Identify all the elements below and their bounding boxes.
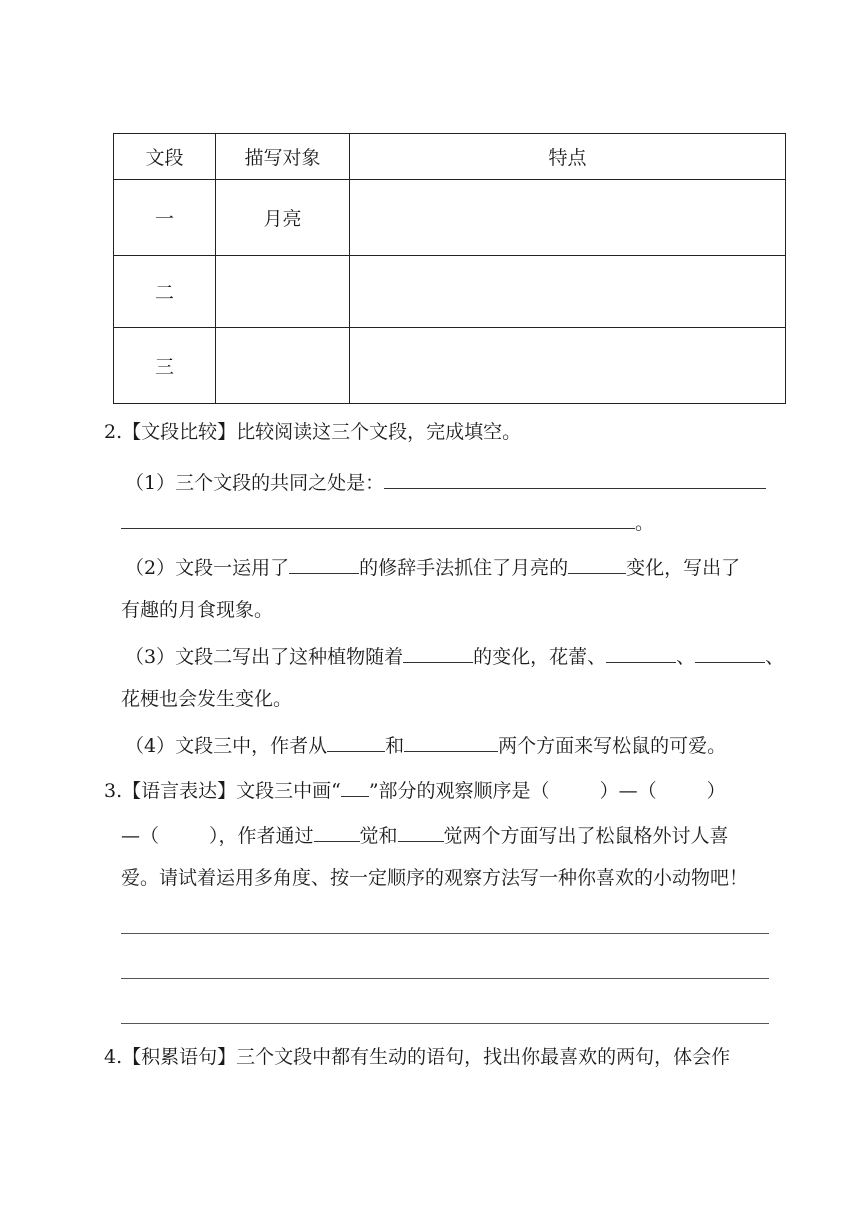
q2-sub4-blank-1[interactable] [327, 731, 385, 752]
q2-sub4-blank-2[interactable] [404, 731, 498, 752]
q3-text-b: ”部分的观察顺序是（ [368, 780, 550, 802]
header-feature: 特点 [350, 134, 786, 180]
q2-sub1-blank[interactable] [384, 468, 766, 489]
q2-sub3 [125, 642, 784, 669]
q3-text-d: ） [706, 780, 726, 802]
q3-l2-text-b: ），作者通过 [209, 825, 314, 847]
q2-sub3-blank-3[interactable] [695, 642, 765, 663]
q2-sub3-text-c: 、 [676, 646, 696, 668]
q2-sub1-end: 。 [635, 512, 655, 534]
header-segment: 文段 [114, 134, 216, 180]
q2-sub2-line2: 有趣的月食现象。 [121, 599, 274, 621]
table-row [114, 328, 786, 404]
q2-sub2-text-a: （2）文段一运用了 [125, 557, 290, 579]
cell-object[interactable]: 月亮 [216, 180, 350, 256]
q2-sub4-text-c: 两个方面来写松鼠的可爱。 [498, 735, 727, 757]
header-object: 描写对象 [216, 134, 350, 180]
q2-sub1 [125, 468, 766, 495]
analysis-table [113, 133, 786, 404]
q2-sub3-blank-1[interactable] [403, 642, 473, 663]
q2-sub3-text-b: 的变化，花蕾、 [473, 646, 607, 668]
cell-feature[interactable] [350, 328, 786, 404]
table-header-row [114, 134, 786, 180]
table-row [114, 180, 786, 256]
q3-l2-text-c: 觉和 [359, 825, 398, 847]
q2-sub2-text-b: 的修辞手法抓住了月亮的 [359, 557, 569, 579]
q2-sub1-text: （1）三个文段的共同之处是： [125, 472, 385, 494]
answer-line-1[interactable] [121, 933, 769, 934]
q2-sub2-text-c: 变化，写出了 [626, 557, 741, 579]
cell-object[interactable] [216, 256, 350, 328]
q2-title: 2.【文段比较】比较阅读这三个文段，完成填空。 [104, 421, 522, 443]
q2-sub2-blank-change[interactable] [568, 553, 626, 574]
cell-segment: 一 [114, 180, 216, 256]
q3-text-a: 3.【语言表达】文段三中画“ [104, 780, 341, 802]
q3-l2-text-d: 觉两个方面写出了松鼠格外讨人喜 [443, 825, 729, 847]
q3-blank-mark[interactable] [341, 776, 369, 797]
q2-sub1-blank-2[interactable] [121, 508, 635, 529]
q2-sub3-blank-2[interactable] [606, 642, 676, 663]
q3-line1 [104, 776, 726, 803]
q3-text-c: ）—（ [599, 780, 657, 802]
q3-line2 [121, 821, 729, 848]
answer-line-3[interactable] [121, 1023, 769, 1024]
q4-title: 4.【积累语句】三个文段中都有生动的语句，找出你最喜欢的两句，体会作 [104, 1046, 731, 1068]
q3-blank-sense-1[interactable] [314, 821, 360, 842]
q2-sub2-blank-rhetoric[interactable] [289, 553, 359, 574]
q2-sub2 [125, 553, 740, 580]
q2-sub4 [125, 731, 726, 758]
q3-l2-text-a: —（ [121, 825, 160, 847]
q3-line3: 爱。请试着运用多角度、按一定顺序的观察方法写一种你喜欢的小动物吧！ [121, 867, 749, 889]
cell-feature[interactable] [350, 180, 786, 256]
cell-segment: 二 [114, 256, 216, 328]
q3-blank-sense-2[interactable] [398, 821, 444, 842]
q2-sub3-text-d: 、 [765, 646, 785, 668]
cell-object[interactable] [216, 328, 350, 404]
q2-sub4-text-b: 和 [385, 735, 405, 757]
cell-feature[interactable] [350, 256, 786, 328]
answer-line-2[interactable] [121, 978, 769, 979]
cell-segment: 三 [114, 328, 216, 404]
table-row [114, 256, 786, 328]
q2-sub4-text-a: （4）文段三中，作者从 [125, 735, 328, 757]
q2-sub1-cont [121, 508, 654, 535]
q2-sub3-text-a: （3）文段二写出了这种植物随着 [125, 646, 404, 668]
q2-sub3-line2: 花梗也会发生变化。 [121, 688, 293, 710]
